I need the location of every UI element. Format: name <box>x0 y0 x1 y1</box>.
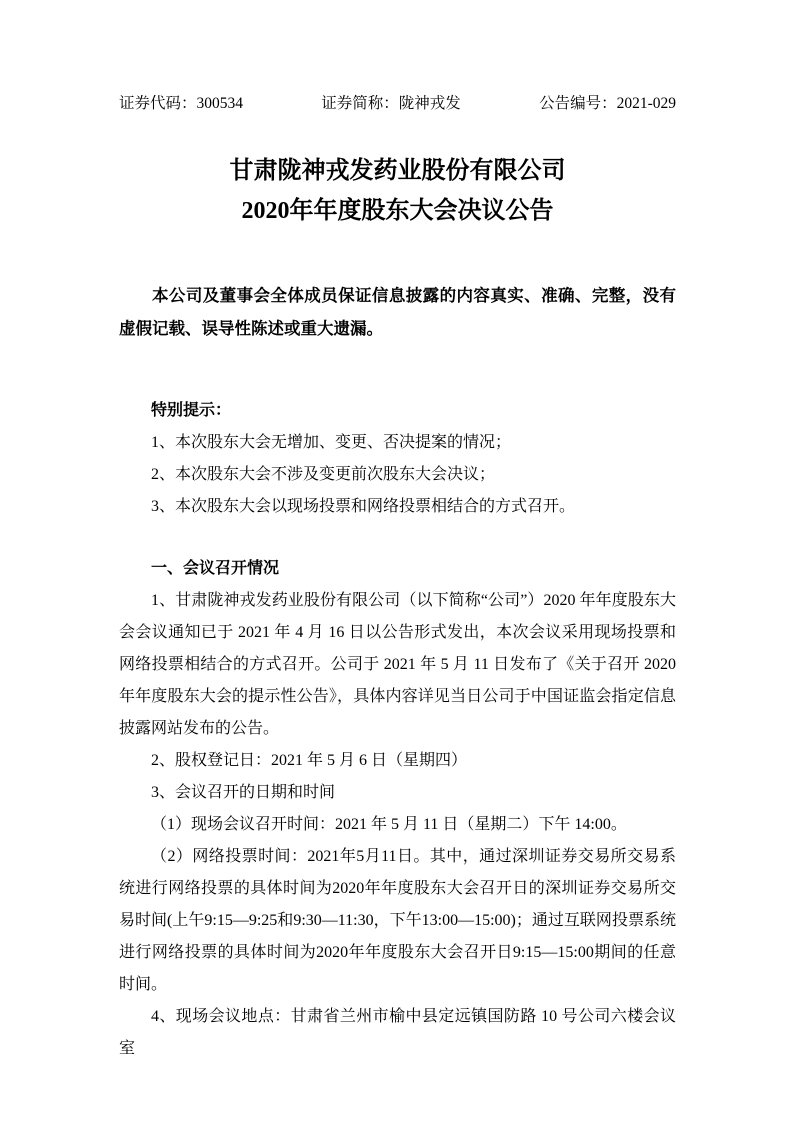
section1-paragraph-6: 4、现场会议地点：甘肃省兰州市榆中县定远镇国防路 10 号公司六楼会议室 <box>119 1008 676 1057</box>
special-notice-item-3: 3、本次股东大会以现场投票和网络投票相结合的方式召开。 <box>151 498 576 515</box>
special-notice-heading: 特别提示： <box>151 402 232 419</box>
doc-title-line2: 2020年年度股东大会决议公告 <box>241 198 554 224</box>
section-meeting-convening <box>119 553 676 1065</box>
section1-paragraph-4: （1）现场会议召开时间：2021 年 5 月 11 日（星期二）下午 14:00。 <box>151 816 627 833</box>
special-notice-item-2: 2、本次股东大会不涉及变更前次股东大会决议； <box>151 466 496 483</box>
section1-paragraph-2: 2、股权登记日：2021 年 5 月 6 日（星期四） <box>151 752 468 769</box>
special-notice-item-1: 1、本次股东大会无增加、变更、否决提案的情况； <box>151 434 512 451</box>
section1-paragraph-5: （2）网络投票时间：2021年5月11日。其中，通过深圳证券交易所交易系统进行网络投票的具体时间为2020年年度股东大会召开日的深圳证券交易所交易时间(上午9:15—9:25和9:30—11:30，下午13:00—15:00)；通过互联网投票系统进行网络投票的具体时间为2020年年度股东大会召开日9:15—15:00期间的任意时间。 <box>119 848 676 993</box>
doc-title <box>119 151 676 231</box>
section1-heading: 一、会议召开情况 <box>151 560 280 577</box>
announcement-number: 公告编号：2021-029 <box>539 95 676 112</box>
disclaimer-paragraph: 本公司及董事会全体成员保证信息披露的内容真实、准确、完整，没有虚假记载、误导性陈述或重大遗漏。 <box>119 286 676 338</box>
special-notice-section <box>119 395 676 523</box>
doc-header <box>119 93 676 115</box>
stock-code: 证券代码：300534 <box>119 95 244 112</box>
section1-paragraph-3: 3、会议召开的日期和时间 <box>151 784 336 801</box>
stock-short-name: 证券简称：陇神戎发 <box>321 95 461 112</box>
section1-paragraph-1: 1、甘肃陇神戎发药业股份有限公司（以下简称“公司”）2020 年年度股东大会会议通知已于 2021 年 4 月 16 日以公告形式发出，本次会议采用现场投票和网络投票相结合的方式召开。公司于 2021 年 5 月 11 日发布了《关于召开 2020 年年度股东大会的提示性公告》，具体内容详见当日公司于中国证监会指定信息披露网站发布的公告。 <box>119 592 676 737</box>
doc-title-line1: 甘肃陇神戎发药业股份有限公司 <box>229 158 566 184</box>
